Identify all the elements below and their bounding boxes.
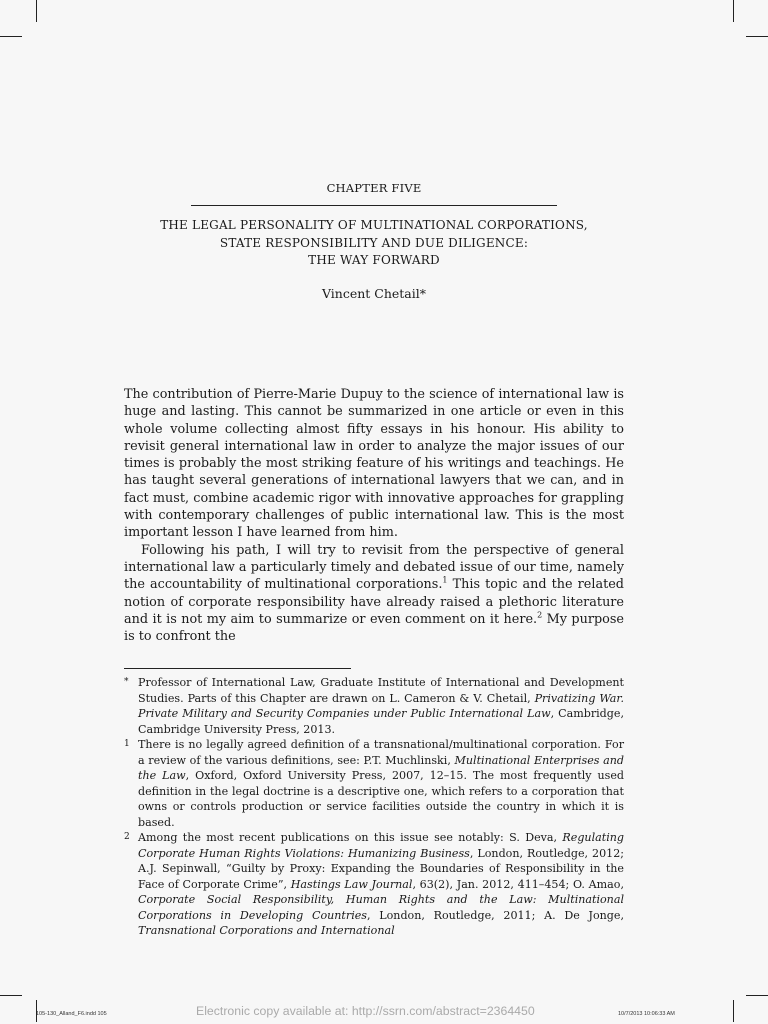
author-name: Vincent Chetail* [321,286,427,301]
footnote [124,737,624,830]
footnote-text-run: , London, Routledge, 2012; A.J. Sepinwall, “Guilty by Proxy: Expanding the Boundaries of Responsibility in the Face of Corporate Crime”, [138,846,624,891]
footnote-title-run: Transnational Corporations and International [138,924,395,937]
crop-mark [733,1000,734,1022]
chapter-title-line: THE LEGAL PERSONALITY OF MULTINATIONAL CORPORATIONS, [160,218,588,232]
crop-mark [0,36,22,37]
footnotes [124,675,624,939]
footnote-title-run: Regulating Corporate Human Rights Violations: Humanizing Business [138,831,624,860]
footnote-ref[interactable]: 1 [442,576,448,585]
footnote-rule [124,668,351,669]
crop-mark [0,995,22,996]
footnote-text-run: , Cambridge, Cambridge University Press, 2013. [138,707,624,736]
footnote-ref[interactable]: 2 [537,610,543,620]
footnote-mark: * [124,677,129,687]
footnote [124,830,624,939]
footnote-text-run: Among the most recent publications on this issue see notably: S. Deva, [138,831,563,844]
footnote-title-run: Privatizing War. Private Military and Security Companies under Public International Law [138,691,625,720]
body-paragraph: The contribution of Pierre-Marie Dupuy to the science of international law is huge and lasting. This cannot be summarized in one article or even in this whole volume collecting almost fifty essays in his honour. His ability to revisit general international law in order to analyze the major issues of our times is probably the most striking feature of his writings and teachings. He has taught several generations of international lawyers that we can, and in fact must, combine academic rigor with innovative approaches for grappling with contemporary challenges of public international law. This is the most important lesson I have learned from him. [124,387,624,541]
crop-mark [746,995,768,996]
footnote-mark: 1 [124,739,130,749]
chapter-title-line: STATE RESPONSIBILITY AND DUE DILIGENCE: [219,235,529,250]
crop-mark [746,36,768,37]
slug-file-info: 105-130_Alland_F6.indd 105 [36,1011,107,1017]
footnote-text-run: Professor of International Law, Graduate Institute of International and Development Studies. Parts of this Chapter are drawn on L. Cameron & V. Chetail, [138,676,624,705]
chapter-label: CHAPTER FIVE [326,181,422,195]
footnote-title-run: Corporate Social Responsibility, Human Rights and the Law: Multinational Corporations in Developing Countries [138,893,624,922]
body-text-run: Following his path, I will try to revisit from the perspective of general international law a particularly timely and debated issue of our time, namely the accountability of multinational corporations. [124,542,624,593]
body-paragraph [124,542,624,646]
footnote-text-run: There is no legally agreed definition of a transnational/multinational corporation. For a review of the various definitions, see: P.T. Muchlinski, [138,738,624,767]
body-text-run: My purpose is to confront the [124,611,624,645]
slug-timestamp: 10/7/2013 10:06:33 AM [618,1011,675,1017]
footnote [124,675,624,737]
chapter-rule [191,205,557,206]
footnote-title-run: Multinational Enterprises and the Law [138,753,624,782]
footnote-title-run: Hastings Law Journal [290,877,413,891]
crop-mark [733,0,734,22]
ssrn-watermark[interactable]: Electronic copy available at: http://ssrn.com/abstract=2364450 [196,1004,535,1018]
footnote-mark: 2 [124,832,130,842]
chapter-title-line: THE WAY FORWARD [308,253,440,267]
footnote-text-run: , 63(2), Jan. 2012, 411–454; O. Amao, [412,877,624,891]
body-text [124,386,624,645]
chapter-title [0,217,748,270]
body-text-run: This topic and the related notion of corporate responsibility have already raised a plethoric literature and it is not my aim to summarize or even comment on it here. [124,577,624,627]
footnote-text-run: , London, Routledge, 2011; A. De Jonge, [367,908,624,922]
footnote-text-run: , Oxford, Oxford University Press, 2007, 12–15. The most frequently used definition in the legal doctrine is a descriptive one, which refers to a corporation that owns or controls production or service facilities outside the country in which it is based. [138,769,624,829]
crop-mark [36,0,37,22]
